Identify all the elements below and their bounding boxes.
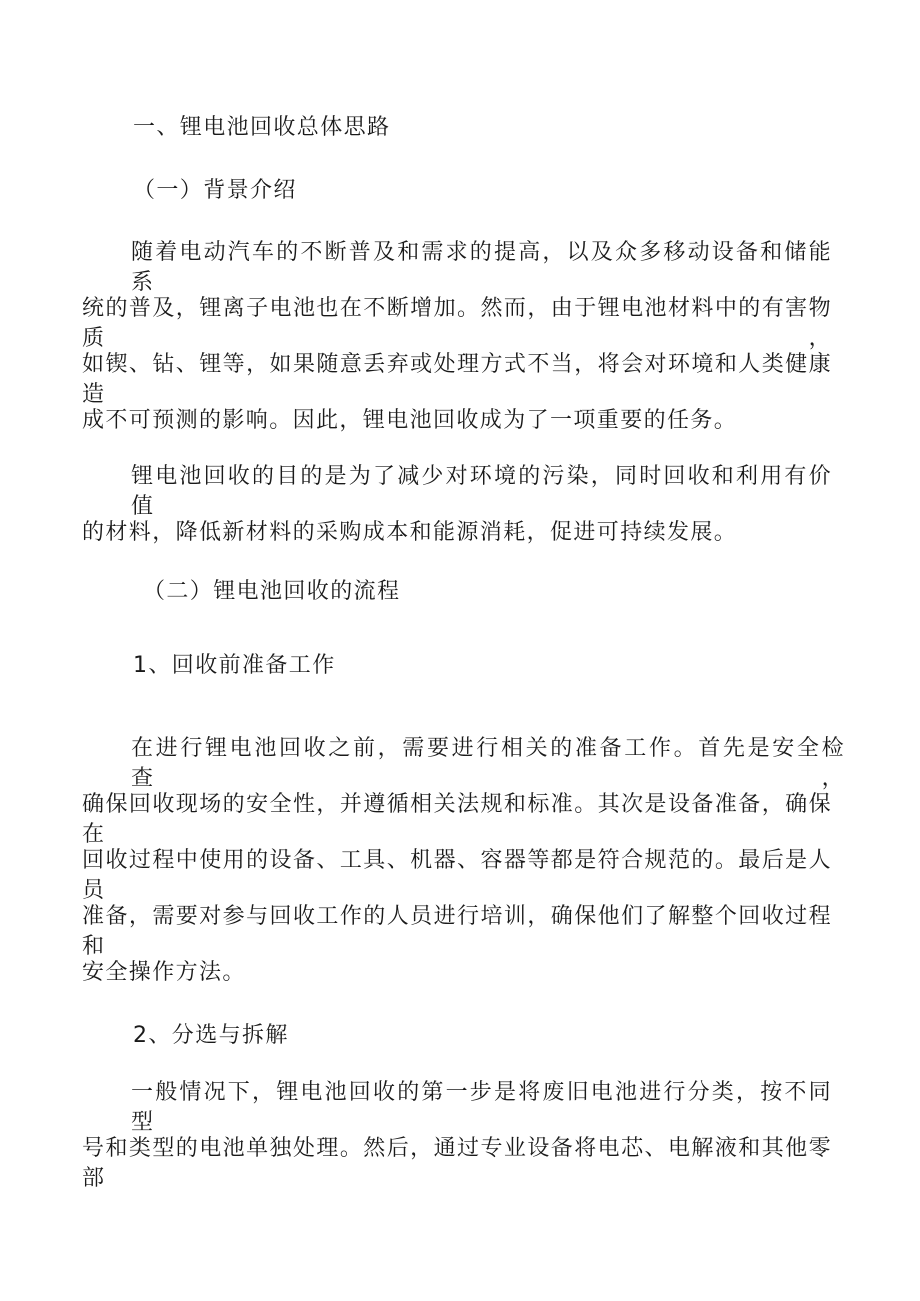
paragraph-line: 锂电池回收的目的是为了减少对环境的污染，同时回收和利用有价值 xyxy=(131,464,832,519)
subsection-heading: （二）锂电池回收的流程 xyxy=(143,579,401,604)
paragraph-line: 准备，需要对参与回收工作的人员进行培训，确保他们了解整个回收过程和 xyxy=(82,904,832,959)
subsection-heading: （一）背景介绍 xyxy=(133,178,297,203)
paragraph-line: 成不可预测的影响。因此，锂电池回收成为了一项重要的任务。 xyxy=(82,408,738,433)
paragraph-line: 如锲、钻、锂等，如果随意丢弃或处理方式不当，将会对环境和人类健康造 xyxy=(82,352,832,407)
paragraph-line: 号和类型的电池单独处理。然后，通过专业设备将电芯、电解液和其他零部 xyxy=(82,1136,832,1191)
section-heading: 一、锂电池回收总体思路 xyxy=(133,115,391,140)
paragraph-line: 统的普及，锂离子电池也在不断增加。然而，由于锂电池材料中的有害物质， xyxy=(82,296,832,351)
paragraph-line: 回收过程中使用的设备、工具、机器、容器等都是符合规范的。最后是人员 xyxy=(82,848,832,903)
paragraph-line: 在进行锂电池回收之前，需要进行相关的准备工作。首先是安全检查， xyxy=(131,736,845,791)
paragraph-line: 确保回收现场的安全性，并遵循相关法规和标准。其次是设备准备，确保在 xyxy=(82,792,832,847)
step-heading: 2、分选与拆解 xyxy=(133,1023,289,1048)
paragraph-line: 安全操作方法。 xyxy=(82,960,246,985)
paragraph-line: 的材料，降低新材料的采购成本和能源消耗，促进可持续发展。 xyxy=(82,520,738,545)
step-heading: 1、回收前准备工作 xyxy=(133,653,336,678)
paragraph-line: 一般情况下，锂电池回收的第一步是将废旧电池进行分类，按不同型 xyxy=(131,1080,832,1135)
paragraph-line: 随着电动汽车的不断普及和需求的提高，以及众多移动设备和储能系 xyxy=(131,240,832,295)
